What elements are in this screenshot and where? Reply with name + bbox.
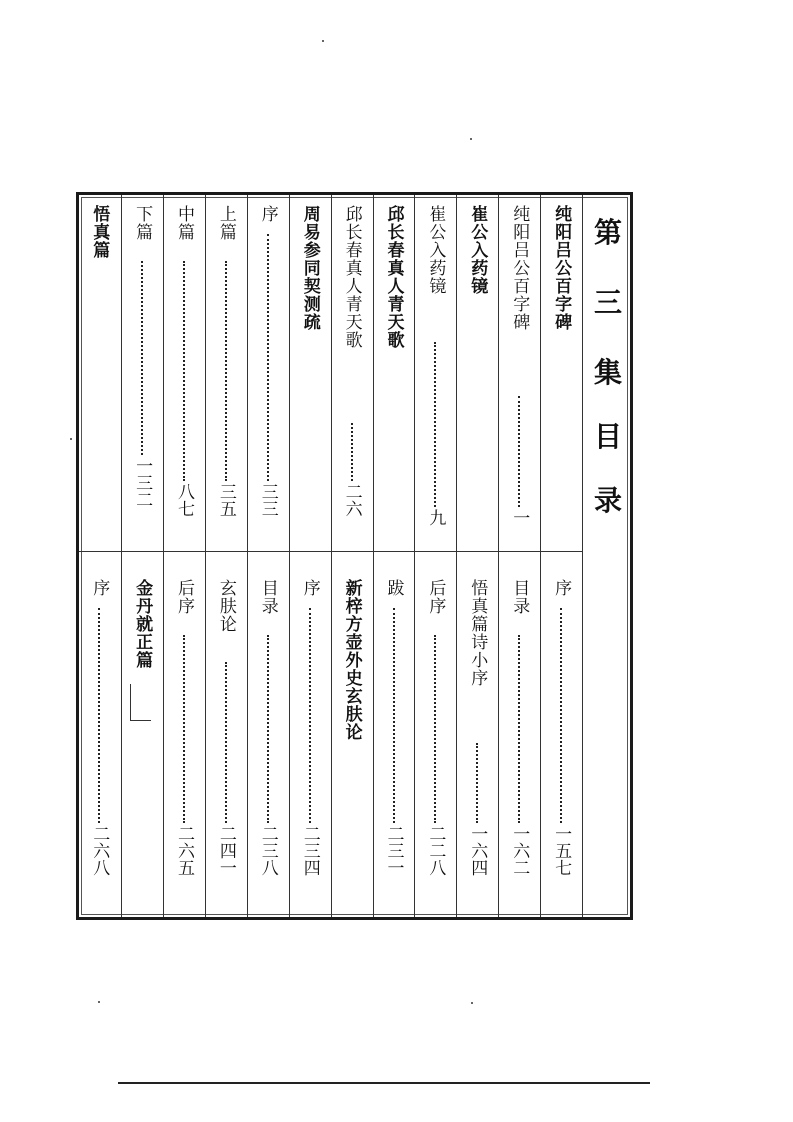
- toc-column: [289, 195, 332, 917]
- toc-column: [163, 195, 206, 917]
- title-char: 三: [593, 286, 622, 319]
- page-rule: [118, 1082, 650, 1084]
- page-number: 一六四: [467, 825, 488, 876]
- toc-entry-title: 序: [299, 579, 320, 597]
- leader-dots: [183, 635, 185, 823]
- page-number: 一六二: [509, 825, 530, 876]
- toc-entry-title: 目录: [257, 579, 278, 615]
- toc-column: [205, 195, 248, 917]
- page-number: 二三八: [257, 825, 278, 876]
- toc-entry-title: 玄肤论: [215, 579, 236, 633]
- toc-entry-title: 跋: [383, 579, 404, 597]
- speck: [471, 1002, 473, 1004]
- title-char: 录: [593, 484, 622, 517]
- speck: [70, 438, 72, 440]
- leader-dots: [518, 635, 520, 823]
- leader-dots: [393, 608, 395, 823]
- toc-column: [373, 195, 416, 917]
- toc-column: [540, 195, 583, 917]
- toc-entry-title: 后序: [425, 579, 446, 615]
- page-number: 二四一: [215, 825, 236, 876]
- contents-title: [582, 195, 631, 917]
- page-number: 九: [425, 509, 446, 526]
- leader-dots: [476, 743, 478, 823]
- toc-entry: [164, 195, 206, 917]
- toc-column: [498, 195, 541, 917]
- speck: [98, 1001, 100, 1003]
- toc-column: [414, 195, 457, 917]
- page-number: 二六五: [174, 825, 194, 876]
- toc-entry: [79, 195, 121, 917]
- toc-entry: [541, 195, 583, 917]
- toc-entry-title: 上篇: [215, 205, 236, 241]
- title-char: 目: [593, 420, 622, 453]
- title-char: 第: [593, 216, 622, 249]
- leader-dots: [98, 608, 100, 823]
- toc-entry-title: 序: [551, 579, 572, 597]
- toc-entry-title: 纯阳吕公百字碑: [509, 205, 530, 331]
- toc-entry-title: 崔公入药镜: [425, 205, 446, 295]
- toc-heading: 崔公入药镜: [467, 205, 488, 295]
- page-number: 三三: [257, 483, 278, 517]
- leader-dots: [434, 635, 436, 823]
- toc-entry-title: 下篇: [132, 205, 153, 241]
- page-number: 二三四: [299, 825, 320, 876]
- page-number: 二六八: [89, 825, 110, 876]
- leader-dots: [560, 608, 562, 823]
- toc-entry: [248, 195, 290, 917]
- speck: [470, 138, 472, 140]
- page-number: 一五七: [551, 825, 572, 876]
- toc-entry-title: 目录: [509, 579, 530, 615]
- toc-entry-title: 邱长春真人青天歌: [341, 205, 362, 349]
- toc-entry-title: 序: [257, 205, 278, 223]
- toc-column: [79, 195, 121, 917]
- toc-heading: 纯阳吕公百字碑: [551, 205, 572, 331]
- toc-entry: [415, 195, 457, 917]
- leader-dots: [267, 635, 269, 823]
- toc-column: [121, 195, 164, 917]
- page-number: 一: [509, 509, 530, 526]
- toc-entry: [206, 195, 248, 917]
- contents-frame: [76, 192, 633, 920]
- bracket-mark: [130, 684, 151, 721]
- page-number: 二三一: [383, 825, 404, 876]
- toc-entry-title: 后序: [174, 579, 194, 615]
- speck: [322, 40, 324, 42]
- page-number: 二六: [341, 483, 362, 517]
- toc-heading: 金丹就正篇: [132, 579, 153, 669]
- toc-entry: [374, 195, 416, 917]
- toc-entry: [332, 195, 374, 917]
- toc-heading: 悟真篇: [89, 205, 110, 259]
- toc-entry-title: 悟真篇诗小序: [467, 579, 488, 687]
- page-number: 二二八: [425, 825, 446, 876]
- toc-heading: 邱长春真人青天歌: [383, 205, 404, 349]
- leader-dots: [225, 662, 227, 823]
- title-char: 集: [593, 356, 622, 389]
- toc-entry-title: 序: [89, 579, 110, 597]
- toc-entry: [122, 195, 164, 917]
- toc-column: [247, 195, 290, 917]
- page-number: 三五: [215, 483, 236, 517]
- toc-heading: 周易参同契测疏: [299, 205, 320, 331]
- toc-column: [456, 195, 499, 917]
- toc-entry: [457, 195, 499, 917]
- toc-entry-title: 中篇: [174, 205, 194, 241]
- toc-column: [331, 195, 374, 917]
- toc-entry: [290, 195, 332, 917]
- page-number: 一三二: [132, 457, 153, 508]
- toc-heading: 新梓方壶外史玄肤论: [341, 579, 362, 741]
- leader-dots: [309, 608, 311, 823]
- page-number: 八七: [174, 483, 194, 517]
- toc-entry: [499, 195, 541, 917]
